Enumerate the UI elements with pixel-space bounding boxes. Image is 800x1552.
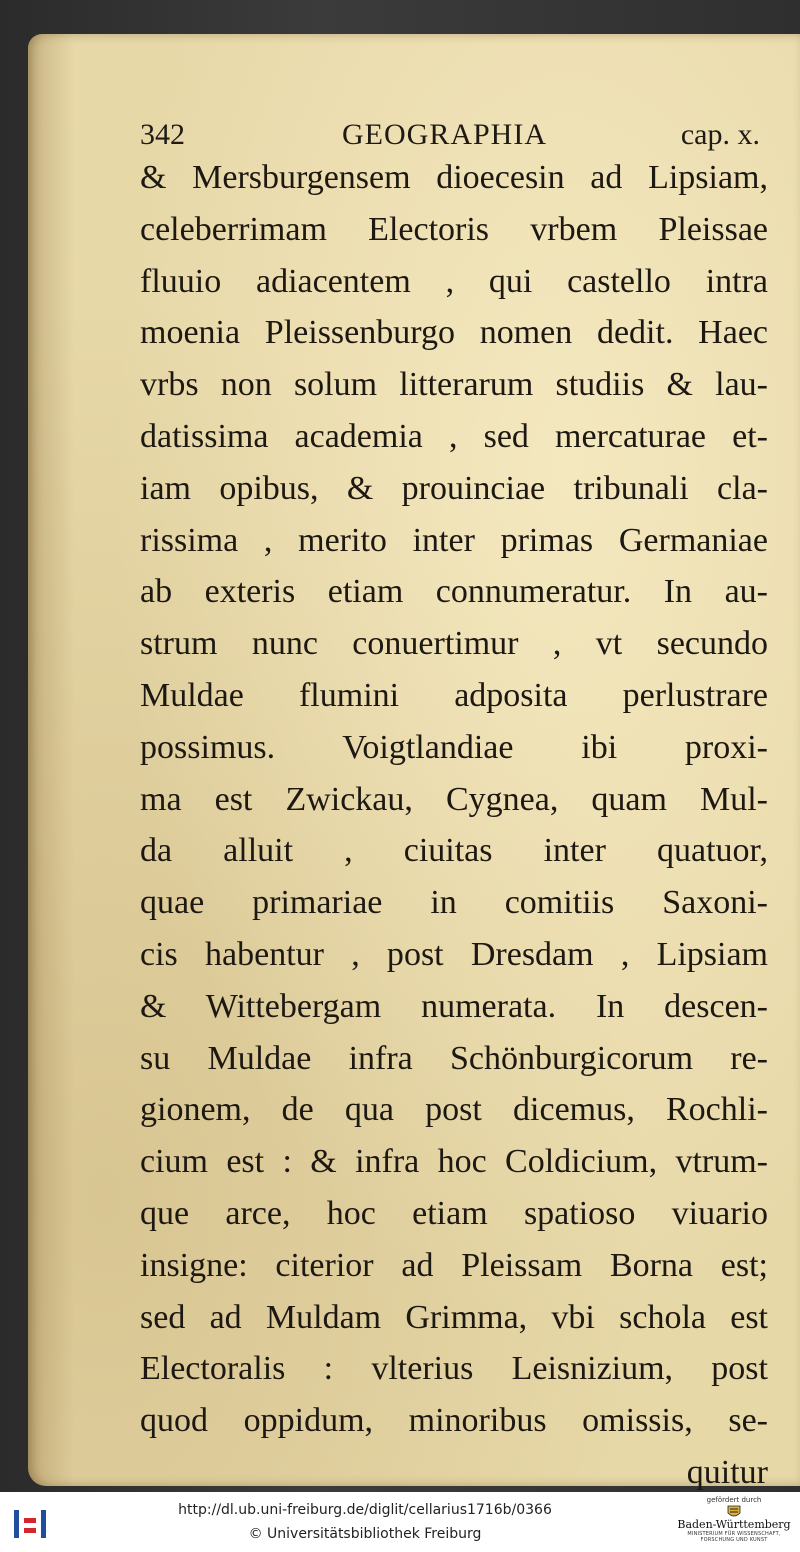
text-line: que arce, hoc etiam spatioso viuario [140, 1194, 768, 1232]
running-title: GEOGRAPHIA [342, 118, 547, 151]
text-line: datissima academia , sed mercaturae et- [140, 417, 768, 455]
body-text [140, 152, 768, 1499]
state-crest-icon [722, 1504, 746, 1520]
text-line: sed ad Muldam Grimma, vbi schola est [140, 1298, 768, 1336]
text-line: iam opibus, & prouinciae tribunali cla- [140, 469, 768, 507]
text-line: ma est Zwickau, Cygnea, quam Mul- [140, 780, 768, 818]
text-line: quae primariae in comitiis Saxoni- [140, 884, 768, 922]
text-line: Muldae flumini adposita perlustrare [140, 676, 768, 714]
chapter-label: cap. x. [680, 118, 760, 151]
text-line: insigne: citerior ad Pleissam Borna est; [140, 1246, 768, 1284]
text-line: cium est : & infra hoc Coldicium, vtrum- [140, 1143, 768, 1181]
text-line: gionem, de qua post dicemus, Rochli- [140, 1091, 768, 1129]
permalink-url[interactable]: http://dl.ub.uni-freiburg.de/diglit/cellarius1716b/0366 [178, 1502, 552, 1518]
text-line: rissima , merito inter primas Germaniae [140, 521, 768, 559]
text-line: moenia Pleissenburgo nomen dedit. Haec [140, 314, 768, 352]
catchword: quitur [686, 1453, 768, 1491]
text-line: Electoralis : vlterius Leisnizium, post [140, 1350, 768, 1388]
sponsor-label: gefördert durch [706, 1496, 762, 1504]
text-line: su Muldae infra Schönburgicorum re- [140, 1039, 768, 1077]
text-line: & Wittebergam numerata. In descen- [140, 987, 768, 1025]
text-line: celeberrimam Electoris vrbem Pleissae [140, 210, 768, 248]
sponsor-ministry: MINISTERIUM FÜR WISSENSCHAFT, FORSCHUNG UND KUNST [687, 1531, 781, 1543]
sponsor-name: Baden-Württemberg [677, 1518, 791, 1531]
text-line: fluuio adiacentem , qui castello intra [140, 262, 768, 300]
viewer-footer [0, 1492, 800, 1552]
text-line: & Mersburgensem dioecesin ad Lipsiam, [140, 159, 768, 196]
text-line: possimus. Voigtlandiae ibi proxi- [140, 728, 768, 766]
sponsor-block[interactable] [676, 1494, 792, 1550]
page-number: 342 [140, 118, 185, 151]
copyright-notice: © Universitätsbibliothek Freiburg [248, 1526, 482, 1542]
page-header [140, 112, 760, 156]
text-line: vrbs non solum litterarum studiis & lau- [140, 366, 768, 404]
text-line: strum nunc conuertimur , vt secundo [140, 625, 768, 663]
text-line: ab exteris etiam connumeratur. In au- [140, 573, 768, 611]
text-line: da alluit , ciuitas inter quatuor, [140, 832, 768, 870]
text-line: cis habentur , post Dresdam , Lipsiam [140, 935, 768, 973]
text-line: quod oppidum, minoribus omissis, se- [140, 1402, 768, 1440]
